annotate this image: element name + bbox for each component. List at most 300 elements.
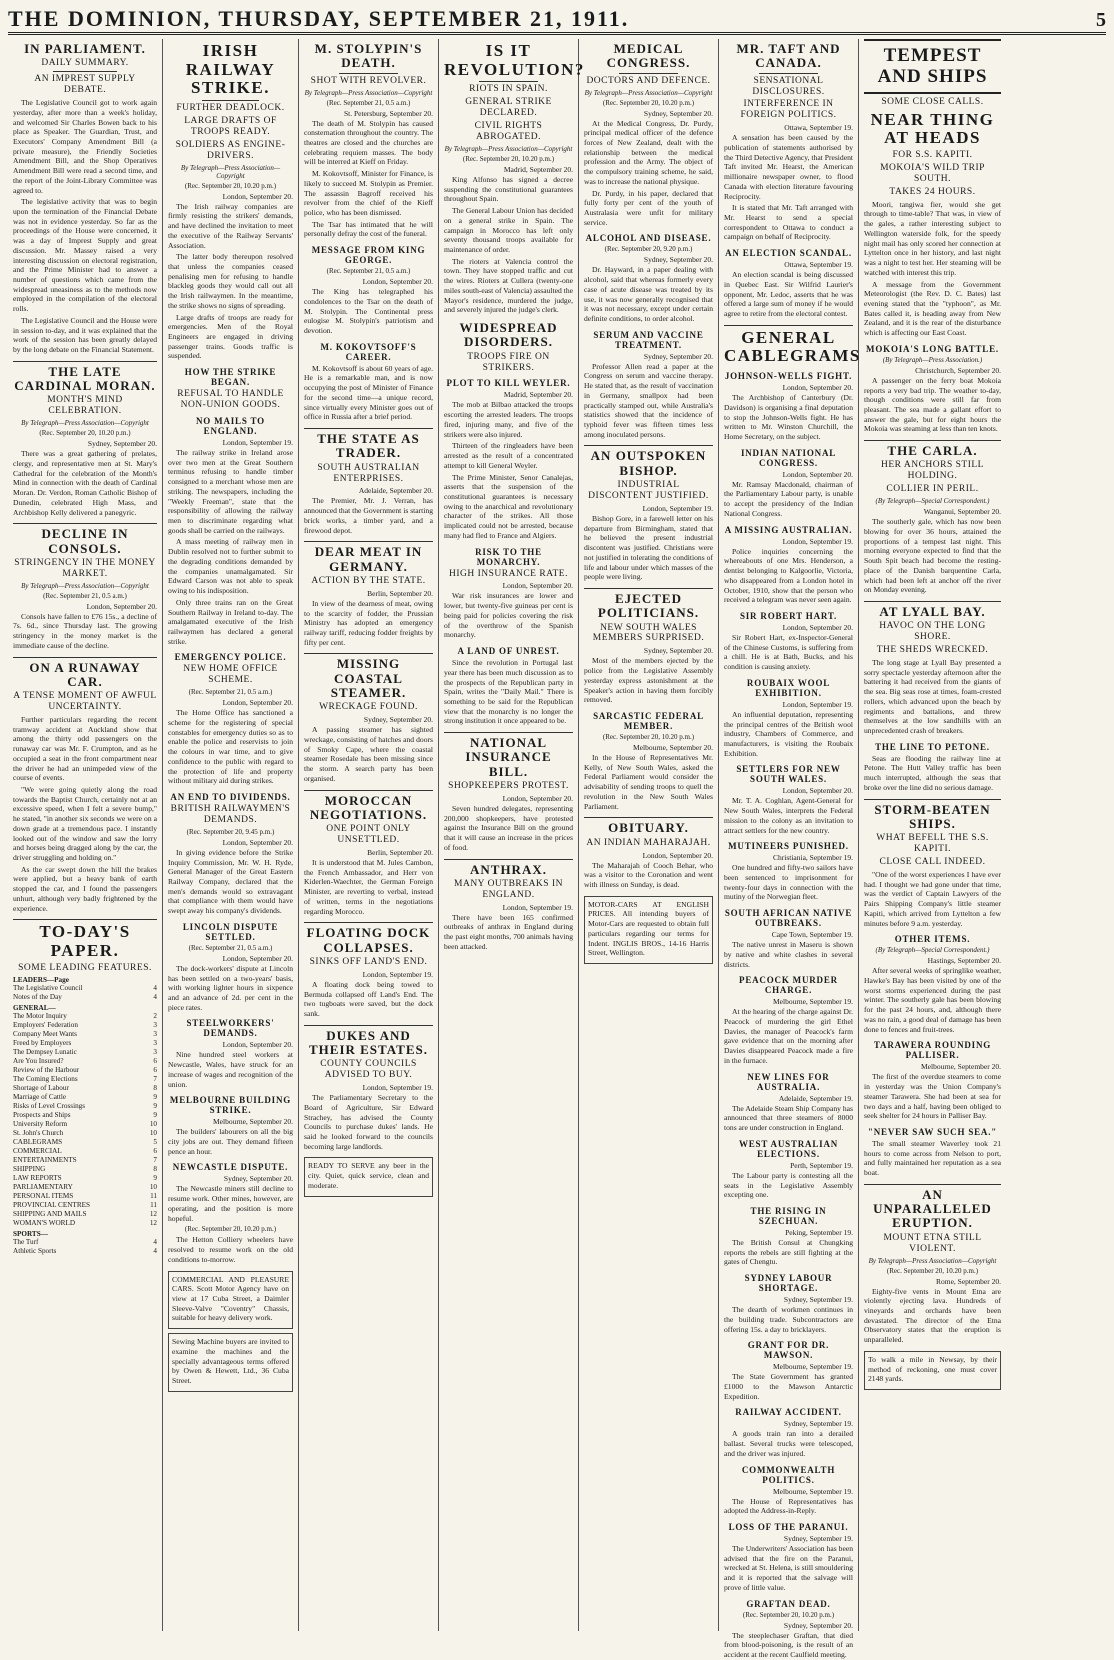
received-date: (Rec. September 20, 9.45 p.m.) — [186, 827, 275, 836]
article-bishop — [584, 449, 713, 581]
section-heading: A LAND OF UNREST. — [457, 646, 560, 657]
subhead: INDUSTRIAL DISCONTENT JUSTIFIED. — [588, 480, 709, 501]
index-entry — [13, 1004, 157, 1012]
dateline: Sydney, September 20. — [643, 108, 713, 118]
index-entry-label: The Coming Elections — [13, 1074, 78, 1083]
credit-line: By Telegraph—Press Association—Copyright — [444, 144, 573, 153]
dateline: Peking, September 19. — [785, 1227, 853, 1237]
index-entry-label: PROVINCIAL CENTRES — [13, 1200, 91, 1209]
subhead: HIGH INSURANCE RATE. — [449, 568, 568, 579]
index-entry — [13, 1201, 157, 1210]
received-date: (Rec. September 21, 0.5 a.m.) — [43, 591, 127, 600]
paragraph: Dr. Hayward, in a paper dealing with alcohol, said that whereas formerly every case of acute disease was treated by its use, it was now generally recognised that it was not necessary, except under certain definite conditions, to order alcohol. — [584, 265, 713, 324]
index-entry-page: 12 — [149, 1209, 157, 1218]
section-heading: GRANT FOR DR. MAWSON. — [747, 1340, 830, 1361]
ad-text: To walk a mile in Newsay, by their method of reckoning, one must cover 2148 yards. — [868, 1354, 997, 1384]
index-entry-page: 7 — [153, 1155, 157, 1164]
dateline: Sydney, September 20. — [223, 1174, 293, 1184]
dateline: Hastings, September 20. — [927, 956, 1001, 966]
section-heading: SOUTH AFRICAN NATIVE OUTBREAKS. — [724, 908, 853, 929]
paragraph: The Newcastle miners still decline to resume work. Other mines, however, are operating, and the position is more hopeful. — [168, 1184, 293, 1223]
subhead: DAILY SUMMARY. — [41, 58, 129, 69]
todays-paper-index — [13, 923, 157, 1255]
advertisement — [584, 896, 713, 964]
index-entry-label: The Legislative Council — [13, 983, 83, 992]
paragraph: The death of M. Stolypin has caused consternation throughout the country. The theatres are closed and the churches are celebrating requiem masses. The body will be interred at Kieff on Friday. — [304, 118, 433, 167]
headline-general-cablegrams: GENERAL CABLEGRAMS — [724, 327, 861, 366]
subhead: AN IMPREST SUPPLY DEBATE. — [34, 74, 136, 96]
cable-accident — [724, 1407, 853, 1458]
subhead: ACTION BY THE STATE. — [311, 575, 426, 586]
subhead: STRINGENCY IN THE MONEY MARKET. — [14, 557, 156, 579]
article-dear-meat — [304, 545, 433, 647]
dateline: London, September 20. — [222, 698, 293, 708]
index-entry — [13, 976, 157, 984]
section-heading: HOW THE STRIKE BEGAN. — [184, 367, 277, 388]
article-mokoia-battle — [864, 344, 1001, 434]
index-entry-label: GENERAL— — [13, 1003, 56, 1012]
index-entry — [13, 1230, 157, 1238]
dateline: London, September 20. — [222, 837, 293, 847]
cable-missing — [724, 525, 853, 605]
index-entry-label: The Dempsey Lunatic — [13, 1047, 77, 1056]
index-entry — [13, 1039, 157, 1048]
section-heading: STEELWORKERS' DEMANDS. — [186, 1018, 275, 1039]
article-dividends — [168, 792, 293, 916]
divider — [864, 440, 1001, 441]
credit-line: (By Telegraph—Special Correspondent.) — [875, 497, 990, 506]
paragraph: The Legislative Council and the House were in session to-day, and it was explained that the work of the session has been greatly delayed by the long debate on the Financial Statement. — [13, 315, 157, 355]
cable-grant — [724, 1340, 853, 1401]
headline: THE CARLA. — [887, 443, 978, 459]
headline: MEDICAL CONGRESS. — [606, 41, 691, 71]
cable-hart — [724, 611, 853, 672]
paragraph: The builders' labourers on all the big city jobs are out. They demand fifteen pence an hour. — [168, 1127, 293, 1156]
section-heading: TARAWERA ROUNDING PALLISER. — [873, 1040, 992, 1061]
subhead: WRECKAGE FOUND. — [319, 702, 418, 713]
subhead: TROOPS FIRE ON STRIKERS. — [467, 351, 550, 373]
index-entry — [13, 1066, 157, 1075]
section-heading: PLOT TO KILL WEYLER. — [446, 378, 571, 389]
index-entry — [13, 1075, 157, 1084]
paragraph: The Premier, Mr. J. Verran, has announced that the Government is starting brick works, a timber yard, and a firewood depot. — [304, 496, 433, 535]
paragraph: Police inquiries concerning the whereabouts of one Mrs. Henderson, a dentist belonging to Kalgoorlie, Victoria, who disappeared from a London hotel in October, 1910, show that the person who received a telegram was never seen again. — [724, 546, 853, 605]
paragraph: Large drafts of troops are ready for emergencies. Men of the Royal Engineers are engaged in driving passenger trains. Goods traffic is suspended. — [168, 312, 293, 361]
article-parliament — [13, 42, 157, 355]
subhead: HAVOC ON THE LONG SHORE. — [879, 621, 986, 643]
index-entry — [13, 1183, 157, 1192]
index-entry — [13, 1093, 157, 1102]
section-heading: ALCOHOL AND DISEASE. — [585, 233, 712, 244]
dateline: Christchurch, September 20. — [915, 365, 1001, 375]
article-serum — [584, 330, 713, 440]
index-entry-page: 6 — [153, 1065, 157, 1074]
headline: AT LYALL BAY. — [879, 603, 986, 619]
paragraph: Seven hundred delegates, representing 200,000 shopkeepers, have protested against the Insurance Bill on the ground that it will cause an increase in the prices of food. — [444, 803, 573, 852]
dateline: Rome, September 20. — [936, 1276, 1001, 1286]
article-lincoln — [168, 922, 293, 1013]
paragraph: The Legislative Council got to work again yesterday, after more than a week's holiday, and welcomed Sir Charles Bowen back to his place as Speaker. The Guardian, Trust, and Executors' Company Amendment Bill (a private measure), the Friendly Societies Amendment Bill, and the Shop Operatives Amendment Bill were read a second time, and the report of the Joint-Library Committee was agreed to. — [13, 98, 157, 195]
divider — [864, 799, 1001, 800]
dateline: London, September 20. — [86, 601, 157, 611]
dateline: Adelaide, September 19. — [778, 1093, 853, 1103]
paragraph: The Hetton Colliery wheelers have resolved to resume work on the old conditions to-morrow. — [168, 1235, 293, 1264]
subhead: MONTH'S MIND CELEBRATION. — [47, 395, 123, 417]
subhead: GENERAL STRIKE DECLARED. — [465, 97, 552, 119]
index-entry-page: 8 — [153, 1164, 157, 1173]
cable-labour — [724, 1273, 853, 1334]
section-heading: M. KOKOVTSOFF'S CAREER. — [320, 341, 417, 362]
index-entry-page: 4 — [153, 1237, 157, 1246]
index-entry-label: Risks of Level Crossings — [13, 1101, 86, 1110]
paragraph: The Parliamentary Secretary to the Board of Agriculture, Sir Edward Strachey, has advised the County Councils to purchase dukes' lands. He said he looked forward to the councils becoming large landlords. — [304, 1093, 433, 1151]
divider — [202, 100, 258, 101]
index-entry-label: ENTERTAINMENTS — [13, 1155, 77, 1164]
paragraph: "One of the worst experiences I have ever had. I thought we had gone under that time, was the verdict of Captain Lawyers of the Pairs Shipping Company's little steamer Kapiti, which arrived from Lyttelton a few minutes before 9 a.m. yesterday. — [864, 870, 1001, 928]
paragraph: An influential deputation, representing the principal centres of the British wool industry, Chambers of Commerce, and manufacturers, is visiting the Roubaix Exhibition. — [724, 709, 853, 758]
received-date: (Rec. September 20, 10.20 p.m.) — [742, 1610, 835, 1619]
article-alcohol — [584, 233, 713, 323]
index-entry-label: LEADERS— — [13, 975, 55, 984]
paragraph: Professor Allen read a paper at the Congress on serum and vaccine therapy. He stated that, as the result of vaccination in Germany, smallpox had been practically stamped out, while Australia's statistics showed that the incidence of typhoid fever was fifteen times less among inoculated persons. — [584, 361, 713, 439]
paragraph: A sensation has been caused by the publication of statements authorised by the Third Detective Agency, that President Taft invited Mr. Hearst, the American millionaire newspaper owner, to flood Canada with election literature favouring Reciprocity. — [724, 133, 853, 201]
divider — [13, 919, 157, 920]
paragraph: Mr. T. A. Coghlan, Agent-General for New South Wales, interprets the Federal mission to the colony as an invitation to attract settlers for the new country. — [724, 796, 853, 835]
headline: ON A RUNAWAY CAR. — [29, 659, 141, 689]
paragraph: The legislative activity that was to begin upon the termination of the Financial Debate was not in evidence yesterday. So far as the proceedings of the House were concerned, it was a day of Imprest Supply and great discussion. Mr. Massey raised a very interesting discussion on electoral registration, and the Prime Minister had to answer a number of questions which came from the widespread uneasiness as to the methods now employed in the compilation of the electoral rolls. — [13, 197, 157, 314]
section-heading: THE LINE TO PETONE. — [875, 741, 990, 752]
cable-congress — [724, 448, 853, 519]
article-steelworkers — [168, 1018, 293, 1089]
received-date: (Rec. September 20, 9.20 p.m.) — [604, 245, 693, 254]
subhead: SOLDIERS AS ENGINE-DRIVERS. — [175, 139, 286, 161]
subhead: TAKES 24 HOURS. — [889, 186, 976, 197]
paragraph: The latter body thereupon resolved that unless the companies ceased penalising men for refusing to handle blackleg goods they would call out all the Irish railwaymen. In the meantime, the strike shows no signs of spreading. — [168, 252, 293, 310]
index-entry-page: 5 — [153, 1137, 157, 1146]
paragraph: M. Kokovtsoff is about 60 years of age. He is a remarkable man, and is now occupying the post of Minister of Finance for the second time—a unique record, since virtually every Minister goes out of office in Russia after a brief period. — [304, 363, 433, 422]
paragraph: One hundred and fifty-two sailors have been sentenced to imprisonment for twenty-four days in connection with the mutiny of the Norwegian fleet. — [724, 863, 853, 902]
ad-text: COMMERCIAL AND PLEASURE CARS. Scott Motor Agency have on view at 17 Cuba Street, a Daimler Sleeve-Valve "Coventry" Chassis, suitable for heavy delivery work. — [172, 1274, 289, 1323]
paragraph: At the hearing of the charge against Dr. Peacock of murdering the girl Ethel Davies, the manager of Peacock's farm gave evidence that on the morning after Davies disappeared Peacock made a fire in the furnace. — [724, 1007, 853, 1065]
index-entry-label: The Motor Inquiry — [13, 1011, 67, 1020]
dateline: Sydney, September 20. — [783, 1620, 853, 1630]
subhead: SHOT WITH REVOLVER. — [310, 75, 427, 86]
dateline: Ottawa, September 19. — [784, 260, 853, 270]
index-entry-page: 2 — [153, 1011, 157, 1020]
subhead: INTERFERENCE IN FOREIGN POLITICS. — [740, 99, 837, 121]
divider — [304, 428, 433, 429]
column-3 — [299, 39, 439, 1631]
cable-outbreaks — [724, 908, 853, 969]
section-heading: LOSS OF THE PARANUI. — [728, 1522, 849, 1532]
subhead: NEW HOME OFFICE SCHEME. — [183, 664, 278, 686]
index-entry — [13, 1030, 157, 1039]
cable-peacock — [724, 975, 853, 1065]
article-irish-strike — [168, 42, 293, 361]
section-heading: COMMONWEALTH POLITICS. — [741, 1464, 836, 1485]
index-entry-page: 3 — [153, 1038, 157, 1047]
subhead: HER ANCHORS STILL HOLDING. — [881, 460, 984, 482]
subhead: A TENSE MOMENT OF AWFUL UNCERTAINTY. — [13, 691, 157, 713]
index-entry-page: 12 — [149, 1218, 157, 1227]
advertisement — [864, 1351, 1001, 1390]
headline: DECLINE IN CONSOLS. — [41, 526, 129, 556]
section-heading: NO MAILS TO ENGLAND. — [196, 416, 265, 437]
subhead: THE SHEDS WRECKED. — [876, 645, 989, 656]
dateline: Sydney, September 20. — [363, 715, 433, 725]
paragraph: The steeplechaser Graftan, that died from blood-poisoning, is the result of an accident at the recent Caulfield meeting. — [724, 1630, 853, 1660]
divider — [619, 73, 677, 74]
headline: NEAR THING AT HEADS — [870, 109, 995, 148]
cable-szechuan — [724, 1206, 853, 1267]
subhead: FURTHER DEADLOCK. — [176, 103, 285, 114]
article-steamer — [304, 657, 433, 783]
section-heading: MUTINEERS PUNISHED. — [728, 841, 849, 852]
article-king-message — [304, 245, 433, 336]
section-heading: SARCASTIC FEDERAL MEMBER. — [593, 710, 704, 731]
section-heading: LINCOLN DISPUTE SETTLED. — [182, 921, 279, 942]
dateline: Berlin, September 20. — [367, 588, 433, 598]
paragraph: King Alfonso has signed a decree suspending the constitutional guarantees throughout Spain. — [444, 174, 573, 204]
paragraph: The King has telegraphed his condolences to the Tsar on the death of M. Stolypin. The Continental press eulogise M. Stolypin's patriotism and devotion. — [304, 287, 433, 336]
article-taft — [724, 42, 853, 242]
paragraph: At the Medical Congress, Dr. Purdy, principal medical officer of the defence forces of New Zealand, dealt with the relationship between the medical profession and the Army. The object of the compulsory training scheme, he said, was to increase the national physique. — [584, 118, 713, 186]
column-6 — [719, 39, 861, 1660]
dateline: Ottawa, September 19. — [784, 123, 853, 133]
section-heading: EMERGENCY POLICE. — [174, 652, 287, 663]
headline: OBITUARY. — [608, 820, 689, 836]
index-entry-page: 9 — [153, 1092, 157, 1101]
dateline: Adelaide, September 20. — [358, 486, 433, 496]
cable-graftan — [724, 1599, 853, 1660]
paragraph: The Underwriters' Association has been advised that the fire on the Paranui, wrecked at St. Helena, is still smouldering and it is reported that the salvage will prove of little value. — [724, 1544, 853, 1592]
divider — [304, 922, 433, 923]
headline: AN UNPARALLELED ERUPTION. — [873, 1186, 992, 1231]
dateline: London, September 20. — [222, 953, 293, 963]
paragraph: The Adelaide Steam Ship Company has announced that three steamers of 8000 tons are under construction in England. — [724, 1103, 853, 1133]
received-date: (Rec. September 21, 0.5 a.m.) — [326, 98, 411, 107]
paragraph: There have been 165 confirmed outbreaks of anthrax in England during the past eight months, 700 animals having been attacked. — [444, 912, 573, 951]
paragraph: Mr. Ramsay Macdonald, chairman of the Parliamentary Labour party, is unable to accept the presidency of the Indian National Congress. — [724, 479, 853, 518]
headline: MISSING COASTAL STEAMER. — [330, 656, 407, 701]
index-entry-label: Are You Insured? — [13, 1056, 64, 1065]
index-entry-page: 4 — [153, 983, 157, 992]
paragraph: The dock-workers' dispute at Lincoln has been settled on a two-years' basis, with working lighter hours in sixpence and an advance of 2d. per cent in the piece rates. — [168, 963, 293, 1012]
article-dukes — [304, 1029, 433, 1152]
paragraph: The railway strike in Ireland arose over two men at the Great Southern terminus refusing to handle timber consigned to a merchant whose men are striking. The newspapers, including the "Weekly Freeman", state that the responsibility of allowing the railway men to discriminate regarding what goods shall be carried on the railways. — [168, 448, 293, 535]
index-entry — [13, 1156, 157, 1165]
dateline: London, September 19. — [782, 699, 853, 709]
divider — [13, 361, 157, 362]
divider — [479, 81, 537, 82]
cable-wa-elections — [724, 1139, 853, 1200]
subhead: SENSATIONAL DISCLOSURES. — [752, 75, 825, 97]
subhead: DOCTORS AND DEFENCE. — [586, 75, 711, 86]
credit-line: (By Telegraph—Press Association.) — [882, 355, 983, 364]
index-entry-page: 4 — [153, 992, 157, 1001]
index-entry-page: 9 — [153, 1173, 157, 1182]
index-entry — [13, 1165, 157, 1174]
article-morocco — [304, 794, 433, 917]
paragraph: The native unrest in Maseru is shown by native and white clashes in several districts. — [724, 940, 853, 969]
paragraph: The long stage at Lyall Bay presented a sorry spectacle yesterday afternoon after the battering it had received from the giants of the sea. Big seas rose at times, foam-crested rollers, which advanced upon the beach by regiments and battalions, and threw themselves at the low sandhills with an unprecedented crash of breakers. — [864, 658, 1001, 736]
divider — [759, 73, 817, 74]
subhead: REFUSAL TO HANDLE NON-UNION GOODS. — [177, 389, 284, 411]
paragraph: The Irish railway companies are firmly resisting the strikers' demands, and have declined the invitation to meet the executive of the Railway Servants' Association. — [168, 201, 293, 250]
index-entry — [13, 1174, 157, 1183]
headline: THE STATE AS TRADER. — [317, 431, 420, 461]
subhead: AN INDIAN MAHARAJAH. — [586, 837, 711, 848]
section-heading: INDIAN NATIONAL CONGRESS. — [740, 447, 837, 468]
dateline: London, September 20. — [222, 191, 293, 201]
dateline: Perth, September 19. — [790, 1160, 853, 1170]
subhead: BRITISH RAILWAYMEN'S DEMANDS. — [170, 803, 291, 825]
ad-text: READY TO SERVE any beer in the city. Quiet, quick service, clean and moderate. — [308, 1161, 429, 1190]
article-tempest — [864, 39, 1001, 338]
index-entry-label: Freed by Employers — [13, 1038, 72, 1047]
section-heading: JOHNSON-WELLS FIGHT. — [724, 371, 853, 382]
index-entry-page: Page — [54, 975, 69, 984]
column-4 — [439, 39, 585, 1631]
headline: MR. TAFT AND CANADA. — [736, 41, 841, 71]
divider — [304, 790, 433, 791]
article-eruption — [864, 1188, 1001, 1345]
index-entry-page: 10 — [149, 1182, 157, 1191]
paragraph: "We were going quietly along the road towards the Baptist Church, certainly not at an excessive speed, when I felt a severe bump," he stated, "in another six seconds we were on a down grade at a tremendous pace. I instantly looked out of the window and saw the lorry and horses being dragged along by the car, the driver struggling and holding on." — [13, 785, 157, 863]
received-date: (Rec. September 20, 10.20 p.m.) — [184, 1225, 277, 1234]
paragraph: The rioters at Valencia control the town. They have stopped traffic and cut the wires. Rioters at Cullera (twenty-one miles south-east of Valencia) assaulted the Mayor's residence, murdered the judge, and severely injured the judge's clerk. — [444, 256, 573, 315]
cable-mutineers — [724, 841, 853, 902]
divider — [584, 588, 713, 589]
section-heading: AN END TO DIVIDENDS. — [170, 791, 291, 802]
index-entry-label: Marriage of Cattle — [13, 1092, 67, 1101]
divider — [339, 73, 397, 74]
dateline: London, September 19. — [362, 1083, 433, 1093]
index-entry-page: 9 — [153, 1110, 157, 1119]
headline: FLOATING DOCK COLLAPSES. — [306, 925, 431, 955]
advertisement — [304, 1157, 433, 1196]
index-entry — [13, 1129, 157, 1138]
headline: WIDESPREAD DISORDERS. — [459, 320, 558, 350]
dateline: London, September 19. — [642, 503, 713, 513]
dateline: Melbourne, September 19. — [773, 1486, 853, 1496]
article-never-saw-sea — [864, 1127, 1001, 1178]
received-date: (Rec. September 20, 10.20 p.m.) — [602, 98, 695, 107]
article-newcastle — [168, 1162, 293, 1264]
paragraph: War risk insurances are lower and lower, but twenty-five guineas per cent is being paid for policies covering the risk of the overthrow of the Spanish monarchy. — [444, 591, 573, 640]
divider — [13, 657, 157, 658]
article-revolution — [444, 41, 585, 315]
paragraph: The British Consul at Chungking reports the rebels are still fighting at the gates of Chengtu. — [724, 1237, 853, 1267]
column-5 — [579, 39, 719, 1631]
credit-line: By Telegraph—Press Association—Copyright — [21, 581, 149, 590]
advertisement — [168, 1271, 293, 1330]
paragraph: Thirteen of the ringleaders have been arrested as the result of a concentrated attempt to kill General Weyler. — [444, 441, 573, 470]
dateline: London, September 20. — [782, 469, 853, 479]
index-entry-label: Shortage of Labour — [13, 1083, 69, 1092]
dateline: London, September 19. — [782, 536, 853, 546]
paragraph: The dearth of workmen continues in the building trade. Subcontractors are offering 15s. a day to bricklayers. — [724, 1305, 853, 1334]
paragraph: Further particulars regarding the recent tramway accident at Auckland show that among the thirty odd passengers on the runaway car was Mr. F. Crumpton, and as he occupied a seat in the front compartment near the driver he had an unimpeded view of the course of events. — [13, 714, 157, 783]
paragraph: Since the revolution in Portugal last year there has been much discussion as to the prospects of the Republican party in Spain, writes the "Daily Mail." There is something to be said for the Republican view that the monarchy is no longer the strong institution it once appeared to be. — [444, 658, 573, 726]
article-unrest — [444, 646, 573, 726]
headline: ANTHRAX. — [470, 861, 547, 877]
paragraph: Sir Robert Hart, ex-Inspector-General of the Chinese Customs, is suffering from a chill. He is at Bath, Bucks, and his condition is causing anxiety. — [724, 632, 853, 672]
section-heading: MESSAGE FROM KING GEORGE. — [311, 245, 426, 266]
section-heading: RISK TO THE MONARCHY. — [475, 546, 542, 567]
paragraph: The State Government has granted £1000 to the Mawson Antarctic Expedition. — [724, 1372, 853, 1401]
section-heading: NEWCASTLE DISPUTE. — [172, 1162, 289, 1173]
paragraph: A goods train ran into a derailed ballast. Several trucks were telescoped, and the driver was injured. — [724, 1429, 853, 1458]
paragraph: A floating dock being towed to Bermuda collapsed off Land's End. The two tugboats were saved, but the dock sank. — [304, 979, 433, 1019]
index-entry — [13, 1147, 157, 1156]
article-consols — [13, 527, 157, 650]
dateline: Sydney, September 20. — [643, 646, 713, 656]
dateline: Melbourne, September 19. — [773, 1362, 853, 1372]
headline: AN OUTSPOKEN BISHOP. — [590, 448, 707, 478]
paragraph: The House of Representatives has adopted the Address-in-Reply. — [724, 1496, 853, 1516]
paragraph: A message from the Government Meteorologist (the Rev. D. C. Bates) last evening stated that the "typhoon", as Mr. Bates called it, is heading away from New Zealand, and it is the rear of the disturbance which is affecting our East Coast. — [864, 279, 1001, 338]
paragraph: An election scandal is being discussed in Quebec East. Sir Wilfrid Laurier's opponent, Mr. Ledoc, asserts that he was offered a large sum of money if he would agree to retire from the electoral contest. — [724, 270, 853, 319]
subhead: MANY OUTBREAKS IN ENGLAND. — [454, 878, 563, 900]
received-date: (Rec. September 20, 10.20 p.m.) — [602, 732, 695, 741]
column-1 — [8, 39, 163, 1631]
subhead: CIVIL RIGHTS ABROGATED. — [474, 121, 543, 143]
paragraph: The small steamer Waverley took 21 hours to come across from Nelson to port, and fully maintained her reputation as a sea boat. — [864, 1138, 1001, 1178]
index-entry-label: SHIPPING AND MAILS — [13, 1209, 87, 1218]
index-entry-label: St. John's Church — [13, 1128, 64, 1137]
section-heading: WEST AUSTRALIAN ELECTIONS. — [738, 1138, 839, 1159]
dateline: Berlin, September 20. — [367, 848, 433, 858]
headline: MOROCCAN NEGOTIATIONS. — [309, 792, 428, 822]
article-federal-member — [584, 711, 713, 811]
index-entry-page: 11 — [150, 1200, 157, 1209]
paragraph: Eighty-five vents in Mount Etna are violently ejecting lava. Hundreds of vineyards and orchards have been devastated. The director of the Etna Observatory states that the eruption is unparalleled. — [864, 1286, 1001, 1345]
paragraph: The southerly gale, which has now been blowing for over 36 hours, attained the proportions of a tempest last night. This morning everyone expected to find that the South Spit beach had become the resting-place of the Danish barquentine Carla, which had been left at anchor off the river on Monday evening. — [864, 517, 1001, 595]
masthead-title: THE DOMINION, THURSDAY, SEPTEMBER 21, 1911. — [8, 6, 630, 31]
index-entry-label: LAW REPORTS — [13, 1173, 62, 1182]
masthead — [8, 6, 1106, 35]
paragraph: A passing steamer has sighted wreckage, consisting of hatches and doors of Smoky Cape, where the coastal steamer Rosedale has been missing since the storm. A search party has been organised. — [304, 725, 433, 783]
dateline: St. Petersburg, September 20. — [343, 108, 433, 118]
index-list — [13, 976, 157, 1256]
index-entry-label: Review of the Harbour — [13, 1065, 80, 1074]
section-heading: THE RISING IN SZECHUAN. — [750, 1205, 827, 1226]
section-heading: SYDNEY LABOUR SHORTAGE. — [744, 1273, 833, 1294]
paragraph: In view of the dearness of meat, owing to the scarcity of fodder, the Prussian Ministry has adopted an emergency railway tariff, reducing fodder freights by fifty per cent. — [304, 598, 433, 647]
dateline: Sydney, September 19. — [783, 1295, 853, 1305]
index-entry — [13, 1219, 157, 1228]
column-2 — [163, 39, 299, 1631]
subhead: SOUTH AUSTRALIAN ENTERPRISES. — [317, 462, 420, 484]
paragraph: Moori, tangiwa fier, would she get through to time-table? That was, in view of the gales, a rather interesting subject to Wellington waterside folk, for the speedy night mail has only scored her connection at Lyttelton once in her history, and last night was a night to test her. Her steaming will be watched with interest this trip. — [864, 199, 1001, 277]
dateline: London, September 20. — [502, 793, 573, 803]
paragraph: The General Labour Union has decided on a general strike in Spain. The campaign in Morocco has left only seventy thousand troops available for maintenance of order. — [444, 206, 573, 255]
headline: EJECTED POLITICIANS. — [597, 590, 700, 621]
cable-roubaix — [724, 678, 853, 759]
received-date: (Rec. September 20, 10.20 p.m.) — [462, 154, 555, 163]
section-heading: ROUBAIX WOOL EXHIBITION. — [746, 677, 831, 698]
headline: TO-DAY'S PAPER. — [39, 922, 131, 961]
credit-line: By Telegraph—Press Association—Copyright — [180, 163, 281, 180]
article-other-items — [864, 934, 1001, 1034]
section-heading: SETTLERS FOR NEW SOUTH WALES. — [736, 764, 841, 785]
paragraph: M. Kokovtsoff, Minister for Finance, is likely to succeed M. Stolypin as Premier. The assassin Bagroff received his revolver from the chief of the Kieff police, who has been dismissed. — [304, 169, 433, 217]
article-strike-began — [168, 367, 293, 646]
index-entry — [13, 1192, 157, 1201]
index-entry-label: CABLEGRAMS — [13, 1137, 63, 1146]
dateline: Sydney, September 20. — [87, 439, 157, 449]
